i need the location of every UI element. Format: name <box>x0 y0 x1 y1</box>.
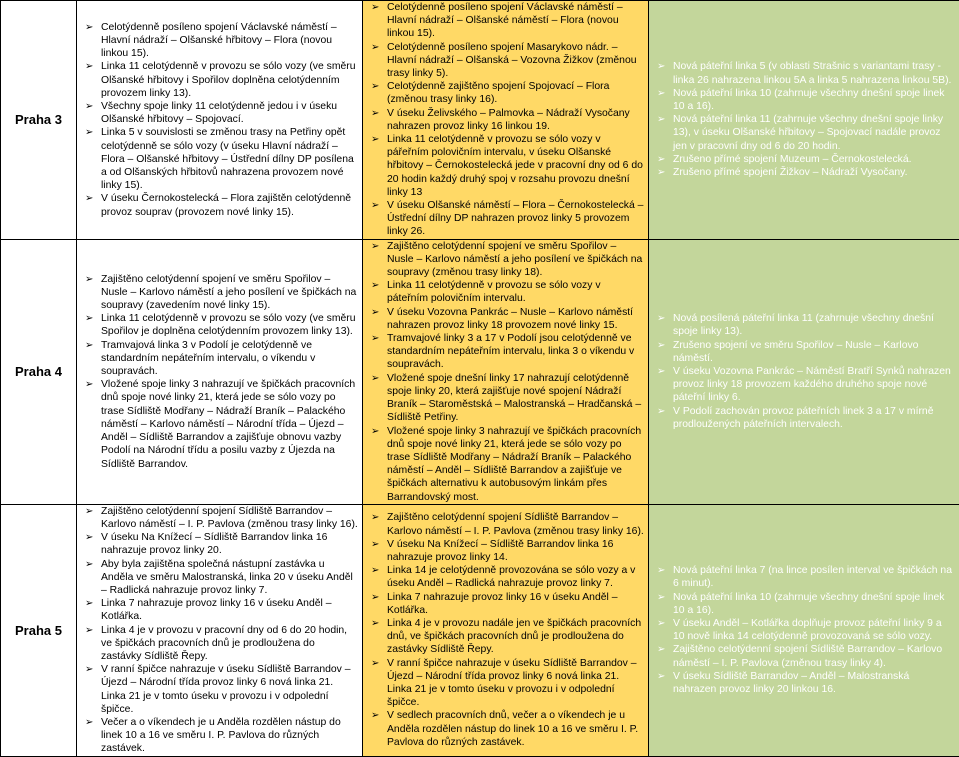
arrow-bullet-icon: ➢ <box>371 1 379 14</box>
list-item <box>83 597 358 623</box>
list-item-text: Linka 11 celotýdenně v provozu se sólo vozy v páteřním polovičním intervalu. <box>387 280 601 304</box>
arrow-bullet-icon: ➢ <box>657 312 665 325</box>
list-item-text: Zrušeno spojení ve směru Spořilov – Nusle – Karlovo náměstí. <box>673 340 918 364</box>
arrow-bullet-icon: ➢ <box>371 617 379 630</box>
bullet-list <box>649 312 959 431</box>
arrow-bullet-icon: ➢ <box>657 339 665 352</box>
cell-variant-changes <box>363 504 649 756</box>
list-item <box>83 126 358 192</box>
list-item <box>369 332 644 372</box>
arrow-bullet-icon: ➢ <box>85 531 93 544</box>
arrow-bullet-icon: ➢ <box>657 113 665 126</box>
list-item <box>369 617 644 657</box>
arrow-bullet-icon: ➢ <box>371 538 379 551</box>
list-item-text: V ranní špičce nahrazuje v úseku Sídliště Barrandov – Újezd – Národní třída provoz linky 6 nová linka 21. Linka 21 je v tomto úseku v provozu i v odpolední špičce. <box>387 658 637 709</box>
list-item <box>369 372 644 425</box>
list-item <box>655 312 955 338</box>
arrow-bullet-icon: ➢ <box>85 60 93 73</box>
list-item-text: Celotýdenně posíleno spojení Masarykovo nádr. – Hlavní nádraží – Olšanská – Vozovna Žižkov (změnou trasy linky 5). <box>387 42 637 79</box>
table-row <box>1 239 959 504</box>
cell-current-changes <box>77 504 363 756</box>
list-item-text: V sedlech pracovních dnů, večer a o víkendech je u Anděla rozdělen nástup do linek 10 a 16 ve směru I. P. Pavlova do různých zastávek. <box>387 710 638 747</box>
list-item-text: V úseku Želivského – Palmovka – Nádraží Vysočany nahrazen provoz linky 16 linkou 19. <box>387 108 630 132</box>
list-item-text: V ranní špičce nahrazuje v úseku Sídliště Barrandov – Újezd – Národní třída provoz linky 6 nová linka 21. Linka 21 je v tomto úseku v provozu i v odpolední špičce. <box>101 664 351 715</box>
arrow-bullet-icon: ➢ <box>371 372 379 385</box>
list-item-text: Linka 11 celotýdenně v provozu se sólo vozy (ve směru Olšanské hřbitovy i Spořilov doplněna celotýdenním provozem linky 13). <box>101 61 356 98</box>
list-item-text: V úseku Sídliště Barrandov – Anděl – Malostranská nahrazen provoz linky 20 linkou 16. <box>673 671 909 695</box>
bullet-list <box>649 564 959 696</box>
list-item-text: Linka 4 je v provozu nadále jen ve špičkách pracovních dnů, ve špičkách pracovních dnů je prodloužena do zastávky Sídliště Řepy. <box>387 618 641 655</box>
arrow-bullet-icon: ➢ <box>85 663 93 676</box>
list-item <box>83 624 358 664</box>
arrow-bullet-icon: ➢ <box>85 558 93 571</box>
arrow-bullet-icon: ➢ <box>657 643 665 656</box>
arrow-bullet-icon: ➢ <box>85 716 93 729</box>
list-item <box>83 100 358 126</box>
list-item <box>83 192 358 218</box>
list-item-text: Nová páteřní linka 10 (zahrnuje všechny dnešní spoje linek 10 a 16). <box>673 592 944 616</box>
bullet-list <box>77 21 362 219</box>
bullet-list <box>649 60 959 179</box>
arrow-bullet-icon: ➢ <box>85 597 93 610</box>
arrow-bullet-icon: ➢ <box>657 591 665 604</box>
list-item-text: Linka 7 nahrazuje provoz linky 16 v úseku Anděl – Kotlářka. <box>387 592 617 616</box>
list-item <box>83 558 358 598</box>
list-item-text: Zajištěno celotýdenní spojení ve směru Spořilov – Nusle – Karlovo náměstí a jeho posílení ve špičkách na soupravy (změnou trasy linky 18). <box>387 241 642 278</box>
list-item-text: Nová páteřní linka 11 (zahrnuje všechny dnešní spoje linky 13), v úseku Olšanské hřbitovy – Spojovací nadále provoz jen v pracovní dny od 6 do 20 hodin. <box>673 114 943 151</box>
arrow-bullet-icon: ➢ <box>657 564 665 577</box>
arrow-bullet-icon: ➢ <box>657 617 665 630</box>
cell-trunk-changes <box>649 1 959 240</box>
list-item <box>655 60 955 86</box>
list-item <box>369 279 644 305</box>
arrow-bullet-icon: ➢ <box>85 126 93 139</box>
cell-trunk-changes <box>649 504 959 756</box>
arrow-bullet-icon: ➢ <box>85 21 93 34</box>
arrow-bullet-icon: ➢ <box>371 107 379 120</box>
cell-current-changes <box>77 239 363 504</box>
list-item-text: Linka 4 je v provozu v pracovní dny od 6 do 20 hodin, ve špičkách pracovních dnů je prodloužena do zastávky Sídliště Řepy. <box>101 625 347 662</box>
list-item <box>369 306 644 332</box>
list-item <box>369 41 644 81</box>
arrow-bullet-icon: ➢ <box>371 709 379 722</box>
list-item <box>369 133 644 199</box>
arrow-bullet-icon: ➢ <box>371 591 379 604</box>
list-item-text: V úseku Černokostelecká – Flora zajištěn celotýdenně provoz souprav (provozem nové linky 15). <box>101 193 351 217</box>
list-item <box>369 1 644 41</box>
arrow-bullet-icon: ➢ <box>657 365 665 378</box>
arrow-bullet-icon: ➢ <box>657 60 665 73</box>
list-item <box>655 166 955 179</box>
list-item <box>655 670 955 696</box>
arrow-bullet-icon: ➢ <box>371 425 379 438</box>
arrow-bullet-icon: ➢ <box>371 657 379 670</box>
arrow-bullet-icon: ➢ <box>657 670 665 683</box>
list-item-text: Nová páteřní linka 5 (v oblasti Strašnic s variantami trasy - linka 26 nahrazena linkou 5A a linka 5 nahrazena linkou 5B). <box>673 61 951 85</box>
list-item <box>83 339 358 379</box>
list-item-text: Zajištěno celotýdenní spojení Sídliště Barrandov – Karlovo náměstí – I. P. Pavlova (změnou trasy linky 4). <box>673 644 942 668</box>
list-item <box>655 153 955 166</box>
arrow-bullet-icon: ➢ <box>657 87 665 100</box>
arrow-bullet-icon: ➢ <box>657 405 665 418</box>
list-item-text: Zajištěno celotýdenní spojení Sídliště Barrandov – Karlovo náměstí – I. P. Pavlova (změnou trasy linky 16). <box>101 506 358 530</box>
bullet-list <box>77 273 362 471</box>
list-item <box>369 240 644 280</box>
list-item <box>655 591 955 617</box>
list-item-text: V Podolí zachován provoz páteřních linek 3 a 17 v mírně prodloužených páteřních intervalech. <box>673 406 934 430</box>
list-item <box>655 405 955 431</box>
list-item-text: Tramvajová linka 3 v Podolí je celotýdenně ve standardním nepáteřním intervalu, o víkendu v soupravách. <box>101 340 315 377</box>
list-item-text: Linka 7 nahrazuje provoz linky 16 v úseku Anděl – Kotlářka. <box>101 598 331 622</box>
arrow-bullet-icon: ➢ <box>371 199 379 212</box>
list-item-text: Tramvajové linky 3 a 17 v Podolí jsou celotýdenně ve standardním nepáteřním intervalu, linka 3 o víkendu v soupravách. <box>387 333 634 370</box>
arrow-bullet-icon: ➢ <box>85 339 93 352</box>
arrow-bullet-icon: ➢ <box>371 279 379 292</box>
list-item-text: Linka 11 celotýdenně v provozu se sólo vozy v pářeřním polovičním intervalu, v úseku Olšanské hřbitovy – Černokostelecká jede v pracovní dny od 6 do 20 hodin každý druhý spoj v rozsahu provozu dnešní linky 13 <box>387 134 643 198</box>
arrow-bullet-icon: ➢ <box>371 564 379 577</box>
list-item <box>369 657 644 710</box>
list-item <box>655 113 955 153</box>
cell-trunk-changes <box>649 239 959 504</box>
bullet-list <box>363 240 648 504</box>
list-item <box>369 107 644 133</box>
list-item <box>655 617 955 643</box>
arrow-bullet-icon: ➢ <box>85 378 93 391</box>
arrow-bullet-icon: ➢ <box>371 133 379 146</box>
bullet-list <box>363 1 648 239</box>
list-item <box>83 531 358 557</box>
cell-current-changes <box>77 1 363 240</box>
arrow-bullet-icon: ➢ <box>85 505 93 518</box>
list-item <box>369 709 644 749</box>
arrow-bullet-icon: ➢ <box>371 306 379 319</box>
list-item-text: Zrušeno přímé spojení Muzeum – Černokostelecká. <box>673 154 912 165</box>
list-item <box>369 511 644 537</box>
list-item <box>369 199 644 239</box>
list-item <box>655 339 955 365</box>
list-item-text: V úseku Na Knížecí – Sídliště Barrandov linka 16 nahrazuje provoz linky 20. <box>101 532 327 556</box>
table-row <box>1 504 959 756</box>
table-row <box>1 1 959 240</box>
arrow-bullet-icon: ➢ <box>85 273 93 286</box>
list-item <box>83 663 358 716</box>
list-item-text: Nová posílená páteřní linka 11 (zahrnuje všechny dnešní spoje linky 13). <box>673 313 934 337</box>
region-cell: Praha 3 <box>1 1 77 240</box>
list-item <box>655 87 955 113</box>
list-item-text: Večer a o víkendech je u Anděla rozdělen nástup do linek 10 a 16 ve směru I. P. Pavlova do různých zastávek. <box>101 717 341 754</box>
bullet-list <box>363 511 648 749</box>
list-item <box>83 60 358 100</box>
list-item-text: Linka 14 je celotýdenně provozována se sólo vozy a v úseku Anděl – Radlická nahrazuje provoz linky 7. <box>387 565 635 589</box>
list-item-text: Zrušeno přímé spojení Žižkov – Nádraží Vysočany. <box>673 167 907 178</box>
list-item-text: Celotýdenně zajištěno spojení Spojovací – Flora (změnou trasy linky 16). <box>387 81 609 105</box>
list-item <box>83 716 358 756</box>
list-item-text: Nová páteřní linka 10 (zahrnuje všechny dnešní spoje linek 10 a 16). <box>673 88 944 112</box>
list-item-text: V úseku Na Knížecí – Sídliště Barrandov linka 16 nahrazuje provoz linky 14. <box>387 539 613 563</box>
list-item-text: Aby byla zajištěna společná nástupní zastávka u Anděla ve směru Malostranská, linka 20 v úseku Anděl – Radlická nahrazuje provoz linky 7. <box>101 559 353 596</box>
arrow-bullet-icon: ➢ <box>85 192 93 205</box>
list-item-text: Vložené spoje linky 3 nahrazují ve špičkách pracovních dnů spoje nové linky 21, která jede se sólo vozy po trase Sídliště Modřany – Nádraží Braník – Palackého náměstí – Karlovo náměstí – Národní třída – Újezd – Anděl – Sídliště Barrandov a zajišťuje obnovu vazby Podolí na Národní třídu a posilu vazby z Újezda na Sídliště Barrandov. <box>101 379 355 469</box>
list-item <box>83 21 358 61</box>
cell-variant-changes <box>363 239 649 504</box>
list-item <box>369 425 644 504</box>
list-item-text: Celotýdenně posíleno spojení Václavské náměstí – Hlavní nádraží – Olšanské hřbitovy – Flora (novou linkou 15). <box>101 22 337 59</box>
list-item-text: V úseku Vozovna Pankrác – Náměstí Bratří Synků nahrazen provoz linky 18 provozem každého druhého spoje nové páteřní linky 6. <box>673 366 951 403</box>
list-item-text: Linka 11 celotýdenně v provozu se sólo vozy (ve směru Spořilov je doplněna celotýdenním provozem linky 13). <box>101 313 356 337</box>
arrow-bullet-icon: ➢ <box>371 511 379 524</box>
arrow-bullet-icon: ➢ <box>371 41 379 54</box>
list-item-text: V úseku Vozovna Pankrác – Nusle – Karlovo náměstí nahrazen provoz linky 18 provozem nové linky 15. <box>387 307 633 331</box>
arrow-bullet-icon: ➢ <box>371 332 379 345</box>
list-item <box>655 643 955 669</box>
list-item-text: Všechny spoje linky 11 celotýdenně jedou i v úseku Olšanské hřbitovy – Spojovací. <box>101 101 337 125</box>
list-item-text: Zajištěno celotýdenní spojení Sídliště Barrandov – Karlovo náměstí – I. P. Pavlova (změnou trasy linky 16). <box>387 512 644 536</box>
arrow-bullet-icon: ➢ <box>85 624 93 637</box>
bullet-list <box>77 505 362 756</box>
list-item <box>369 538 644 564</box>
list-item-text: Nová páteřní linka 7 (na lince posílen interval ve špičkách na 6 minut). <box>673 565 952 589</box>
list-item <box>83 378 358 470</box>
arrow-bullet-icon: ➢ <box>85 100 93 113</box>
arrow-bullet-icon: ➢ <box>371 80 379 93</box>
list-item <box>369 591 644 617</box>
list-item <box>83 505 358 531</box>
list-item-text: V úseku Olšanské náměstí – Flora – Černokostelecká – Ústřední dílny DP nahrazen provoz linky 5 provozem linky 26. <box>387 200 643 237</box>
list-item <box>655 564 955 590</box>
list-item-text: Zajištěno celotýdenní spojení ve směru Spořilov – Nusle – Karlovo náměstí a jeho posílení ve špičkách na soupravy (zavedením nové linky 15). <box>101 274 356 311</box>
arrow-bullet-icon: ➢ <box>371 240 379 253</box>
list-item-text: V úseku Anděl – Kotlářka doplňuje provoz páteřní linky 9 a 10 nově linka 14 celotýdenně provozovaná se sólo vozy. <box>673 618 942 642</box>
list-item-text: Linka 5 v souvislosti se změnou trasy na Petřiny opět celotýdenně se sólo vozy (v úseku Hlavní nádraží – Flora – Olšanské hřbitovy – Ústřední dílny DP posílena a od Olšanských hřbitovů nahrazena provozem nové linky 15). <box>101 127 354 191</box>
list-item <box>83 312 358 338</box>
arrow-bullet-icon: ➢ <box>85 312 93 325</box>
list-item-text: Vložené spoje linky 3 nahrazují ve špičkách pracovních dnů spoje nové linky 21, která jede se sólo vozy po trase Sídliště Modřany – Nádraží Braník – Palackého náměstí – Anděl – Sídliště Barrandov a zajišťuje ve špičkách alternativu k autobusovým linkám přes Barrandovský most. <box>387 426 641 503</box>
list-item <box>369 564 644 590</box>
list-item-text: Celotýdenně posíleno spojení Václavské náměstí – Hlavní nádraží – Olšanské náměstí – Flora (novou linkou 15). <box>387 2 623 39</box>
region-cell: Praha 4 <box>1 239 77 504</box>
list-item-text: Vložené spoje dnešní linky 17 nahrazují celotýdenně spoje linky 20, která zajišťuje nové spojení Nádraží Braník – Staroměstská – Malostranská – Hradčanská – Sídliště Petřiny. <box>387 373 641 424</box>
list-item <box>369 80 644 106</box>
list-item <box>655 365 955 405</box>
arrow-bullet-icon: ➢ <box>657 153 665 166</box>
arrow-bullet-icon: ➢ <box>657 166 665 179</box>
region-cell: Praha 5 <box>1 504 77 756</box>
list-item <box>83 273 358 313</box>
cell-variant-changes <box>363 1 649 240</box>
